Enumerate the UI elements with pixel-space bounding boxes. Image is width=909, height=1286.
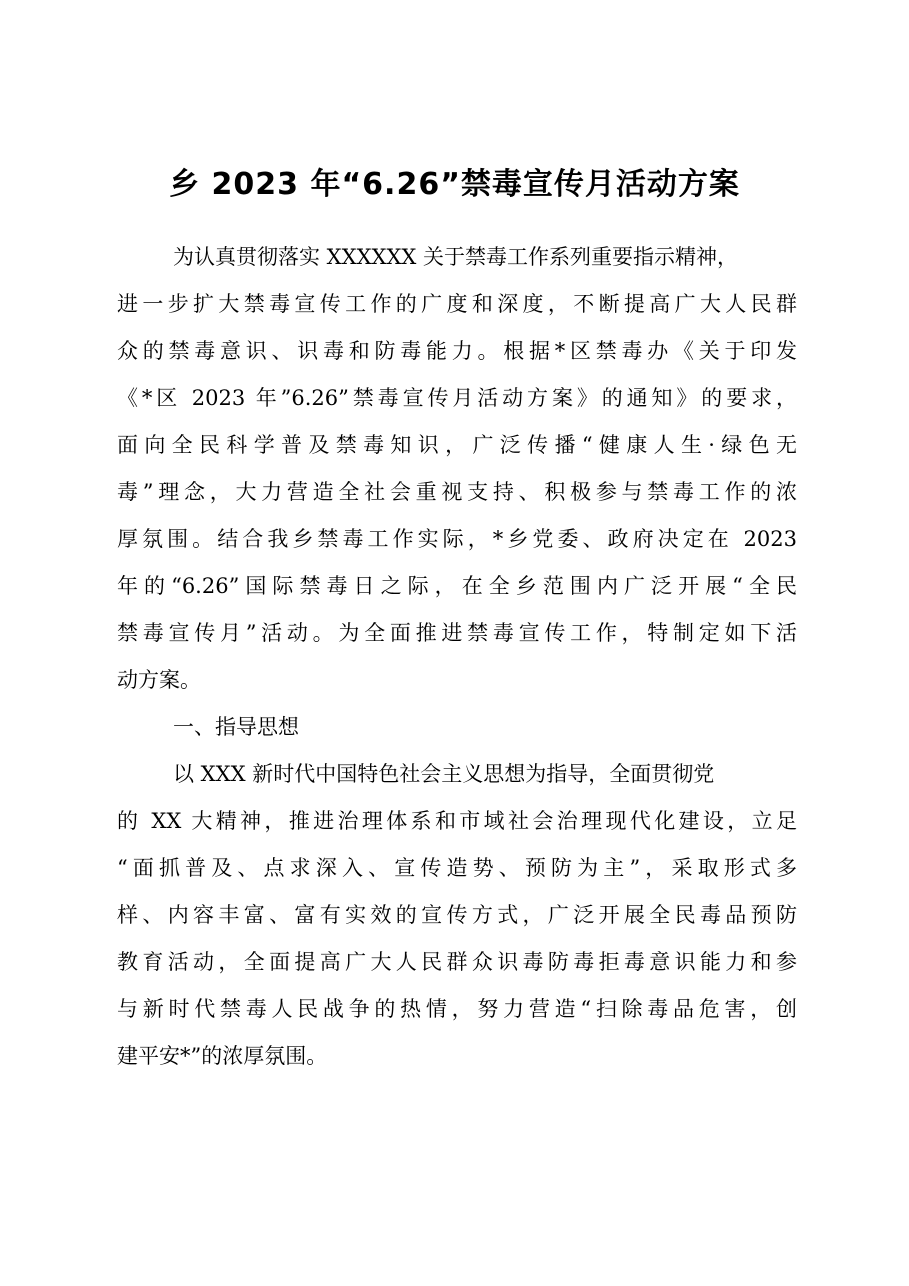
paragraph-line: 的 XX 大精神，推进治理体系和市域社会治理现代化建设，立足	[117, 809, 797, 833]
paragraph-line: “面抓普及、点求深入、宣传造势、预防为主”，采取形式多	[117, 856, 797, 880]
paragraph-line: 厚氛围。结合我乡禁毒工作实际，*乡党委、政府决定在 2023	[117, 527, 797, 551]
paragraph-line: 建平安*”的浓厚氛围。	[117, 1044, 328, 1068]
paragraph-line: 动方案。	[117, 668, 201, 692]
paragraph-line: 为认真贯彻落实 XXXXXX 关于禁毒工作系列重要指示精神，	[173, 245, 739, 269]
paragraph-line: 《*区 2023 年”6.26”禁毒宣传月活动方案》的通知》的要求，	[117, 386, 797, 410]
document-title: 乡 2023 年“6.26”禁毒宣传月活动方案	[169, 167, 740, 202]
paragraph-line: 与新时代禁毒人民战争的热情，努力营造“扫除毒品危害，创	[117, 997, 797, 1021]
document-body	[117, 234, 797, 1080]
paragraph-line: 毒”理念，大力营造全社会重视支持、积极参与禁毒工作的浓	[117, 480, 797, 504]
section-heading: 一、指导思想	[173, 715, 299, 739]
paragraph-line: 以 XXX 新时代中国特色社会主义思想为指导，全面贯彻党	[173, 762, 715, 786]
paragraph-line: 教育活动，全面提高广大人民群众识毒防毒拒毒意识能力和参	[117, 950, 797, 974]
paragraph-line: 样、内容丰富、富有实效的宣传方式，广泛开展全民毒品预防	[117, 903, 797, 927]
paragraph-line: 面向全民科学普及禁毒知识，广泛传播“健康人生·绿色无	[117, 433, 797, 457]
paragraph-line: 进一步扩大禁毒宣传工作的广度和深度，不断提高广大人民群	[117, 292, 797, 316]
paragraph-line: 禁毒宣传月”活动。为全面推进禁毒宣传工作，特制定如下活	[117, 621, 797, 645]
paragraph-line: 年的“6.26”国际禁毒日之际，在全乡范围内广泛开展“全民	[117, 574, 797, 598]
paragraph-line: 众的禁毒意识、识毒和防毒能力。根据*区禁毒办《关于印发	[117, 339, 797, 363]
